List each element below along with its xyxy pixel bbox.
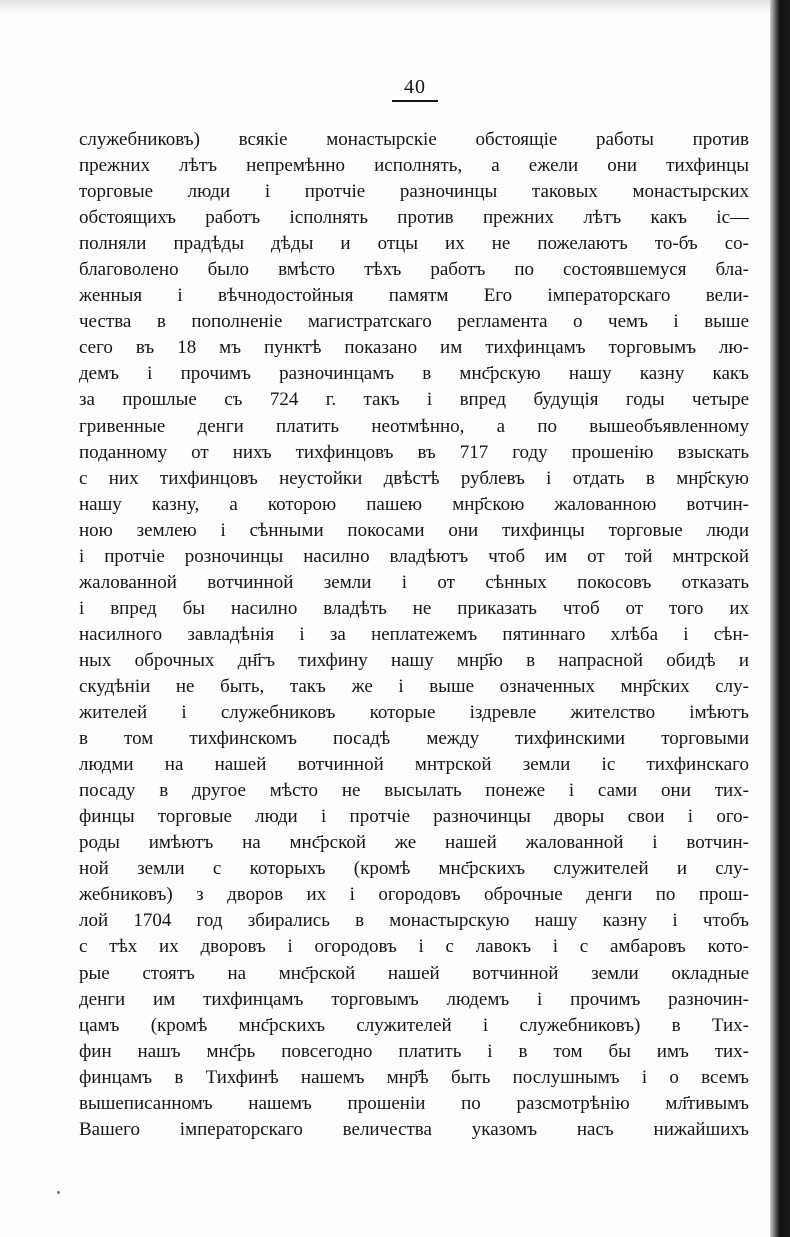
text-line: чества в пополненіе магистратскаго регламента о чемъ і выше — [79, 311, 749, 333]
scan-speck — [57, 1191, 60, 1194]
text-line: финцы торговые люди і протчіе разночинцы дворы свои і ого- — [79, 806, 749, 828]
text-line: рые стоятъ на мнс҃рской нашей вотчинной земли окладные — [79, 962, 749, 984]
text-line: ною землею і сѣнными покосами они тихфинцы торговые люди — [79, 519, 749, 541]
text-line: гривенные денги платить неотмѣнно, а по вышеобъявленному — [79, 415, 749, 437]
text-line: посаду в другое мѣсто не высылать понеже і сами они тих- — [79, 780, 749, 802]
page-number-underline — [392, 100, 438, 102]
text-line: жебниковъ) з дворов их і огородовъ оброчные денги по прош- — [79, 884, 749, 906]
text-line: вышеписанномъ нашемъ прошеніи по разсмотрѣнію мл҃тивымъ — [79, 1092, 749, 1114]
text-line: за прошлые съ 724 г. такъ і впред будущія годы четыре — [79, 389, 749, 411]
text-line: сего въ 18 мъ пунктѣ показано им тихфинцамъ торговымъ лю- — [79, 337, 749, 359]
body-text — [79, 127, 749, 1143]
text-line: денги им тихфинцамъ торговымъ людемъ і прочимъ разночин- — [79, 988, 749, 1010]
text-line: і протчіе розночинцы насилно владѣютъ чтоб им от той мнтрской — [79, 545, 749, 567]
text-line: цамъ (кромѣ мнс҃рскихъ служителей і служебниковъ) в Тих- — [79, 1014, 749, 1036]
text-line: Вашего імператорскаго величества указомъ насъ нижайшихъ — [79, 1118, 749, 1140]
text-line: поданному от нихъ тихфинцовъ въ 717 году прошенію взыскать — [79, 441, 749, 463]
text-line: людми на нашей вотчинной мнтрской земли іс тихфинскаго — [79, 754, 749, 776]
text-line: скудѣніи не быть, такъ же і выше означенных мнр҃ских слу- — [79, 675, 749, 697]
text-line: обстоящихъ работъ ісполнять против прежних лѣтъ какъ іс— — [79, 207, 749, 229]
text-line: роды имѣютъ на мнс҃рской же нашей жалованной і вотчин- — [79, 832, 749, 854]
text-line: в том тихфинскомъ посадѣ между тихфинскими торговыми — [79, 728, 749, 750]
text-line: фин нашъ мнс҃рь повсегодно платить і в том бы имъ тих- — [79, 1040, 749, 1062]
text-line: служебниковъ) всякіе монастырскіе обстоящіе работы против — [79, 129, 749, 150]
text-line: жителей і служебниковъ которые іздревле жителство імѣютъ — [79, 702, 749, 724]
text-line: женныя і вѣчнодостойныя памятм Его імператорскаго вели- — [79, 285, 749, 307]
text-line: ных оброчных дн҃гъ тихфину нашу мнр҃ю в напрасной обидѣ и — [79, 649, 749, 671]
text-line: прежних лѣтъ непремѣнно исполнять, а ежели они тихфинцы — [79, 155, 749, 177]
text-line: благоволено было вмѣсто тѣхъ работъ по состоявшемуся бла- — [79, 259, 749, 281]
page-number: 40 — [404, 76, 426, 98]
text-line: ной земли с которыхъ (кромѣ мнс҃рскихъ служителей и слу- — [79, 858, 749, 880]
text-line: лой 1704 год збирались в монастырскую нашу казну і чтобъ — [79, 910, 749, 932]
text-line: жалованной вотчинной земли і от сѣнных покосовъ отказать — [79, 571, 749, 593]
text-line: полняли прадѣды дѣды и отцы их не пожелаютъ то-бъ со- — [79, 233, 749, 255]
text-line: торговые люди і протчіе разночинцы таковых монастырских — [79, 181, 749, 203]
text-line: демъ і прочимъ разночинцамъ в мнс҃рскую нашу казну какъ — [79, 363, 749, 385]
text-line: с них тихфинцовъ неустойки двѣстѣ рублевъ і отдать в мнр҃скую — [79, 467, 749, 489]
text-line: финцамъ в Тихфинѣ нашемъ мнр҃ѣ быть послушнымъ і о всемъ — [79, 1066, 749, 1088]
scan-top-shadow — [0, 0, 770, 14]
book-binding-edge — [770, 0, 790, 1237]
text-line: і впред бы насилно владѣть не приказать чтоб от того их — [79, 597, 749, 619]
text-line: с тѣх их дворовъ і огородовъ і с лавокъ і с амбаровъ кото- — [79, 936, 749, 958]
text-line: насилного завладѣнія і за неплатежемъ пятиннаго хлѣба і сѣн- — [79, 623, 749, 645]
text-line: нашу казну, а которою пашею мнр҃скою жалованною вотчин- — [79, 493, 749, 515]
